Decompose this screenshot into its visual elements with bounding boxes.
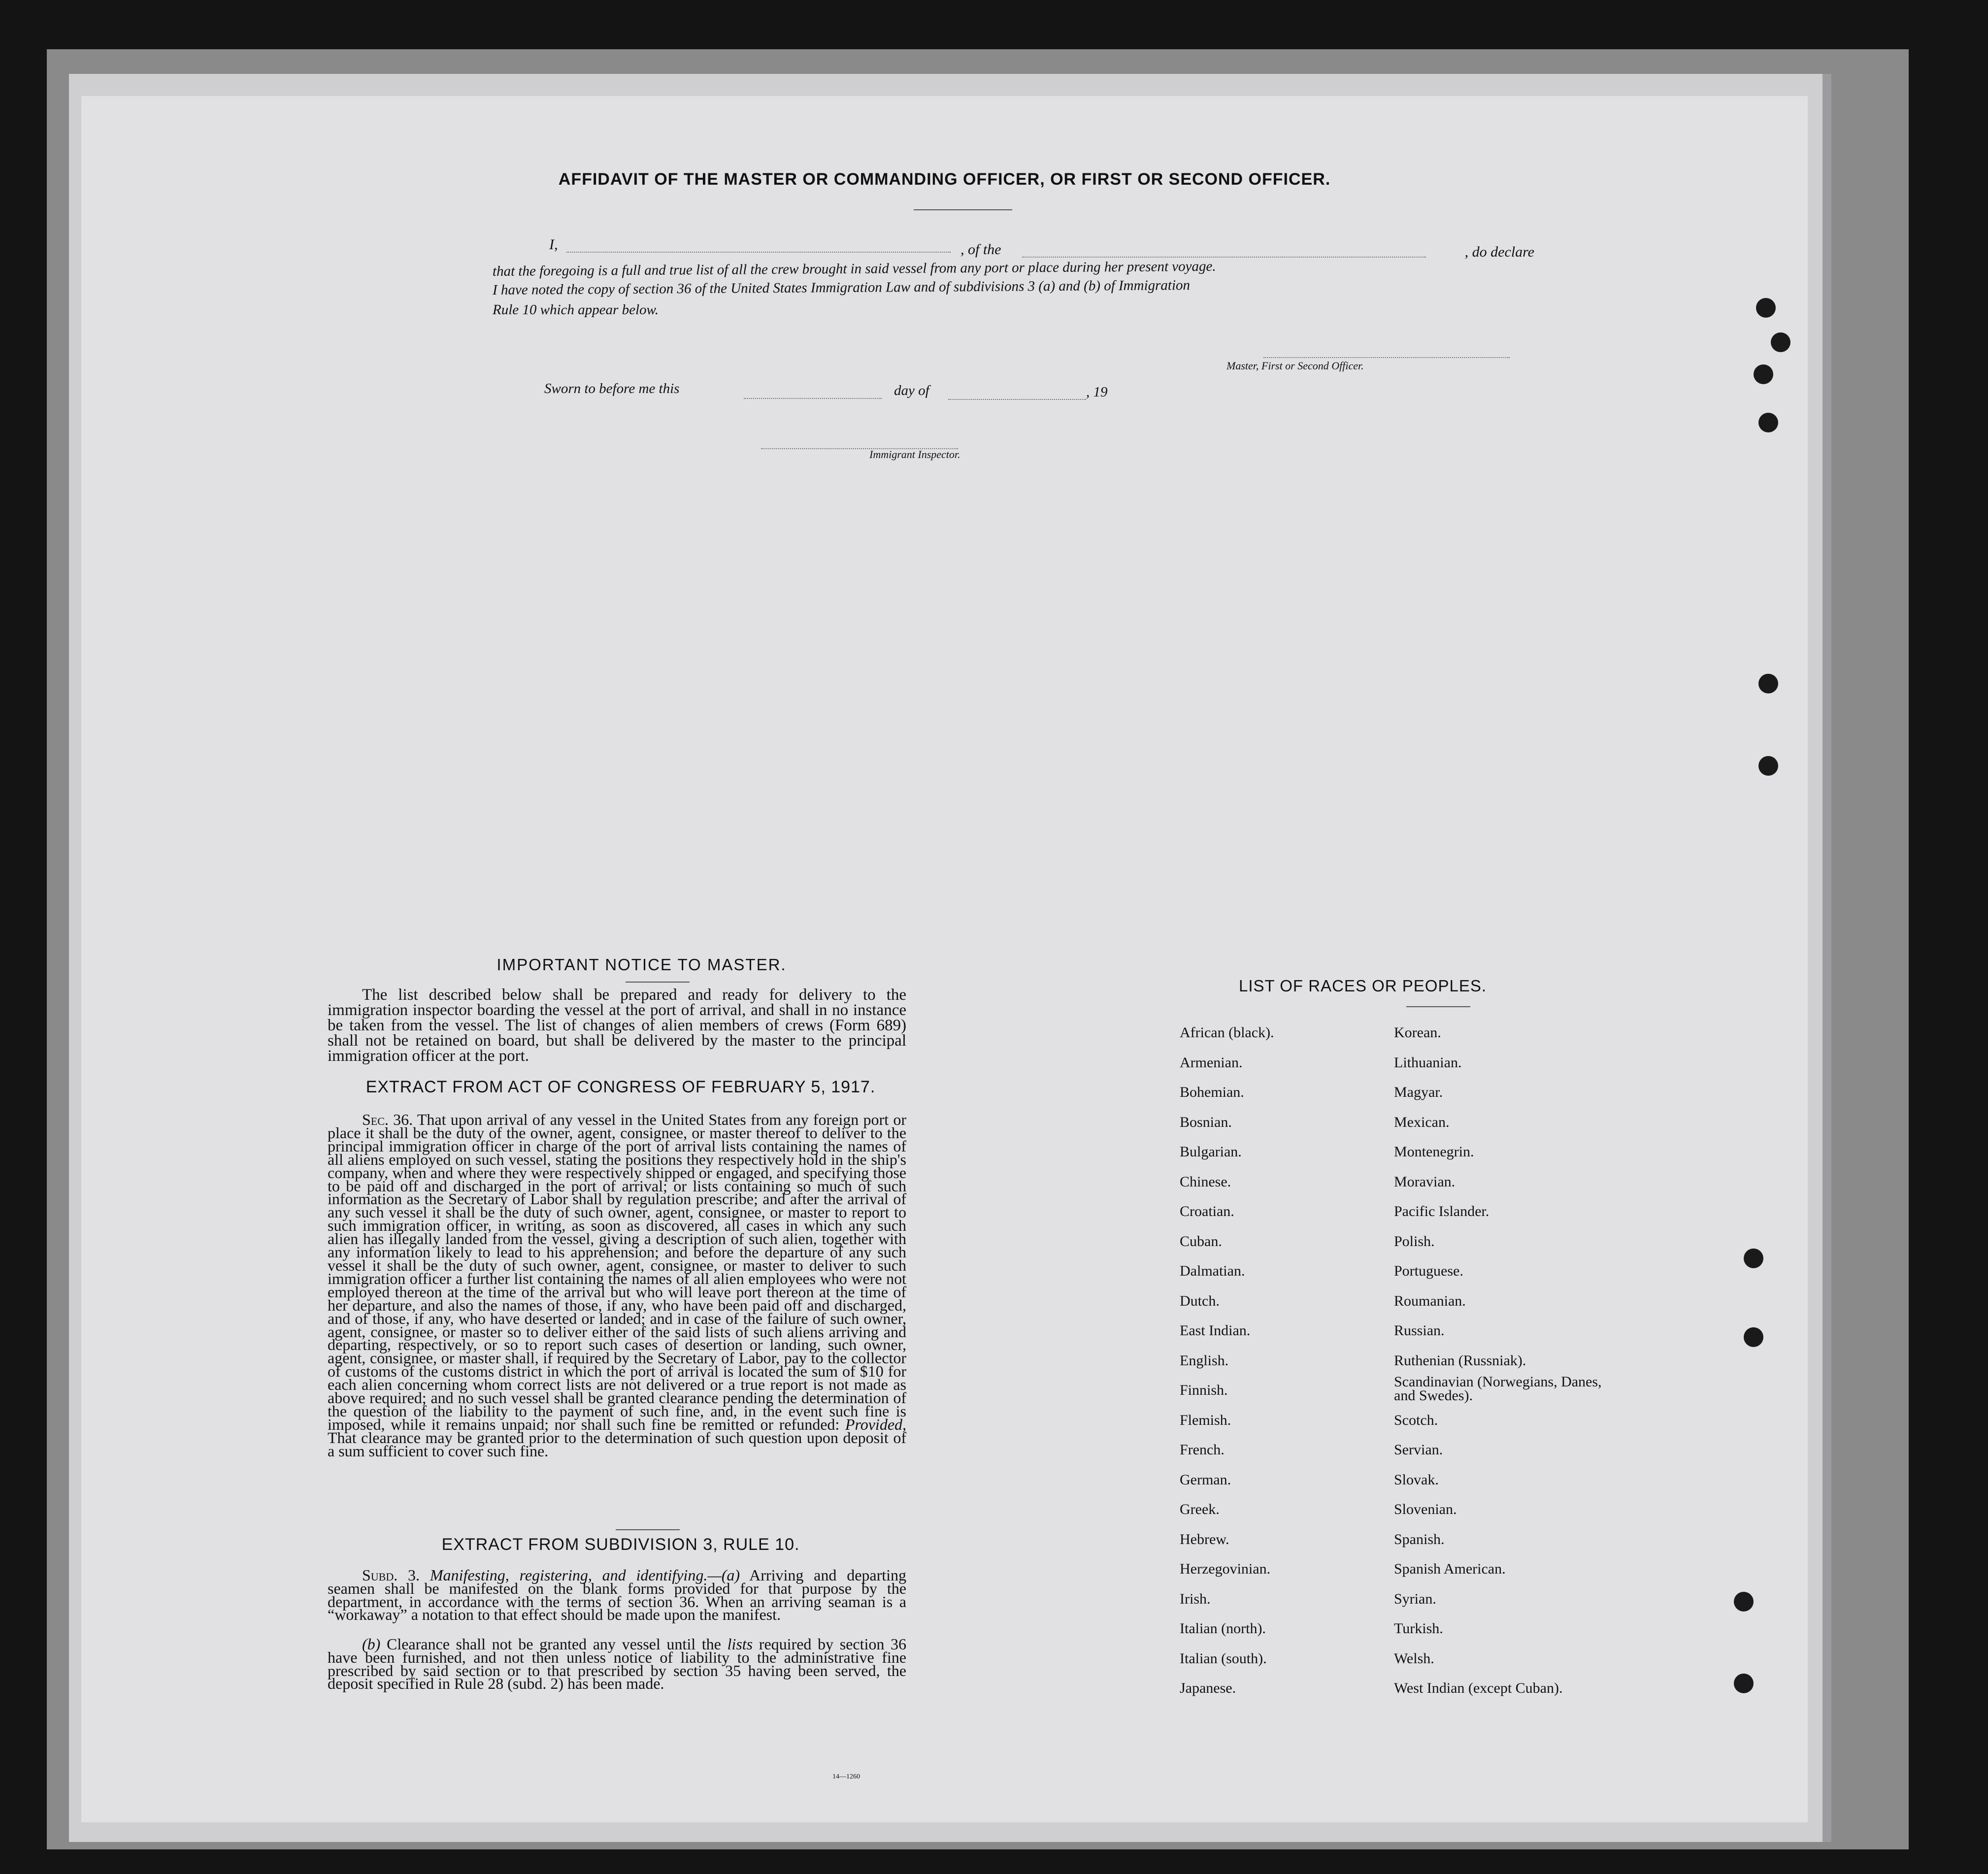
punch-hole bbox=[1734, 1674, 1754, 1693]
subd-3b-text-block bbox=[328, 1635, 907, 1693]
race-item: Finnish. bbox=[1180, 1382, 1228, 1398]
race-item: African (black). bbox=[1180, 1024, 1274, 1041]
section-36-text: That upon arrival of any vessel in the United States from any foreign port or place it shall be the duty of the owner, agent, consignee, or master thereof to deliver to the principal immigration officer in charge of the port of arrival lists containing the names of all aliens employed on such vessel, stating the positions they respectively hold in the ship's company, when and where they were respectively shipped or engaged, and specifying those to be paid off and discharged in the port of arrival; or lists containing so much of such information as the Secretary of Labor shall by regulation prescribe; and after the arrival of any such vessel it shall be the duty of such owner, agent, consignee, or master to report to such immigration officer, in writing, as soon as discovered, all cases in which any such alien has illegally landed from the vessel, giving a description of such alien, together with any information likely to lead to his apprehension; and before the departure of any such vessel it shall be the duty of such owner, agent, consignee, or master to deliver to such immigration officer a further list containing the names of all alien employees who were not employed thereon at the time of the arrival but who will leave port thereon at the time of her departure, and also the names of those, if any, who have been paid off and discharged, and of those, if any, who have deserted or landed; and in case of the failure of such owner, agent, consignee, or master so to deliver either of the said lists of such aliens arriving and departing, respectively, or so to report such cases of desertion or landing, such owner, agent, consignee, or master shall, if required by the Secretary of Labor, pay to the collector of customs of the customs district in which the port of arrival is located the sum of $10 for each alien concerning whom correct lists are not delivered or a true report is not made as above required; and no such vessel shall be granted clearance pending the determination of the question of the liability to the payment of such fine, and, in the event such fine is imposed, while it remains unpaid; nor shall such fine be remitted or refunded: bbox=[328, 1111, 906, 1433]
rule-heading: EXTRACT FROM SUBDIVISION 3, RULE 10. bbox=[441, 1535, 800, 1554]
races-heading: LIST OF RACES OR PEOPLES. bbox=[1239, 977, 1487, 995]
year-text: , 19 bbox=[1086, 384, 1108, 400]
affidavit-line-3: I have noted the copy of section 36 of the United States Immigration Law and of subdivisions 3 (a) and (b) of Immigration bbox=[492, 277, 1191, 298]
subd-b-label: (b) bbox=[362, 1635, 381, 1653]
race-item: Lithuanian. bbox=[1394, 1054, 1462, 1071]
affidavit-do-declare: , do declare bbox=[1464, 244, 1534, 260]
section-label: Sec. 36. bbox=[362, 1111, 413, 1128]
race-item: Irish. bbox=[1180, 1590, 1211, 1607]
race-item: Bohemian. bbox=[1180, 1084, 1244, 1100]
race-item: Slovak. bbox=[1394, 1471, 1439, 1488]
name-blank[interactable] bbox=[566, 252, 951, 253]
race-item: Mexican. bbox=[1394, 1114, 1450, 1130]
affidavit-line-4: Rule 10 which appear below. bbox=[493, 302, 659, 318]
race-item: Italian (north). bbox=[1180, 1620, 1266, 1637]
race-item: Magyar. bbox=[1394, 1084, 1443, 1100]
race-item: German. bbox=[1180, 1471, 1231, 1488]
race-item: Polish. bbox=[1394, 1233, 1435, 1249]
race-item: Scandinavian (Norwegians, Danes, and Swedes). bbox=[1394, 1374, 1602, 1404]
month-blank[interactable] bbox=[948, 399, 1086, 400]
race-item: Pacific Islander. bbox=[1394, 1203, 1490, 1219]
race-item: Greek. bbox=[1180, 1501, 1220, 1517]
race-item: English. bbox=[1180, 1352, 1229, 1369]
affidavit-title: AFFIDAVIT OF THE MASTER OR COMMANDING OFFICER, OR FIRST OR SECOND OFFICER. bbox=[558, 170, 1331, 189]
subd-label: Subd. 3. bbox=[362, 1566, 420, 1584]
affidavit-of-the: , of the bbox=[961, 241, 1001, 258]
form-number: 14—1260 bbox=[832, 1773, 860, 1780]
race-item: Servian. bbox=[1394, 1442, 1443, 1458]
race-item: Spanish. bbox=[1394, 1531, 1445, 1547]
subd-3b-text-2: required by section 36 have been furnished, and not then unless notice of liability to the administrative fine prescribed by said section or to that prescribed by section 35 having been served, the deposit specified in Rule 28 (subd. 2) has been made. bbox=[328, 1635, 907, 1693]
race-item: Dutch. bbox=[1180, 1292, 1220, 1309]
race-item: Portuguese. bbox=[1394, 1263, 1463, 1279]
race-item: French. bbox=[1180, 1442, 1225, 1458]
notice-heading: IMPORTANT NOTICE TO MASTER. bbox=[497, 955, 787, 974]
day-of-text: day of bbox=[894, 383, 929, 398]
race-item: West Indian (except Cuban). bbox=[1394, 1680, 1563, 1696]
title-divider bbox=[914, 209, 1012, 210]
race-item: Bulgarian. bbox=[1180, 1144, 1242, 1160]
race-item: Chinese. bbox=[1180, 1173, 1231, 1190]
race-item: Flemish. bbox=[1180, 1412, 1231, 1428]
punch-hole bbox=[1756, 298, 1776, 318]
punch-hole bbox=[1754, 364, 1773, 384]
race-item: Japanese. bbox=[1180, 1680, 1236, 1696]
master-caption: Master, First or Second Officer. bbox=[1226, 360, 1364, 372]
inspector-caption: Immigrant Inspector. bbox=[869, 448, 961, 460]
section-36-text-end: That clearance may be granted prior to the determination of such question upon deposit of a sum sufficient to cover such fine. bbox=[328, 1428, 906, 1460]
document-page bbox=[81, 96, 1808, 1822]
race-item: East Indian. bbox=[1180, 1322, 1251, 1339]
notice-divider bbox=[626, 982, 690, 983]
race-item: Roumanian. bbox=[1394, 1292, 1466, 1309]
rule-divider bbox=[616, 1529, 680, 1530]
punch-hole bbox=[1758, 413, 1778, 432]
race-item: Turkish. bbox=[1394, 1620, 1443, 1637]
race-item: Hebrew. bbox=[1180, 1531, 1229, 1547]
race-item: Korean. bbox=[1394, 1024, 1441, 1041]
races-divider bbox=[1406, 1006, 1470, 1007]
punch-hole bbox=[1758, 674, 1778, 693]
race-item: Syrian. bbox=[1394, 1590, 1436, 1607]
affidavit-line-2: that the foregoing is a full and true list of all the crew brought in said vessel from any port or place during her present voyage. bbox=[492, 258, 1216, 279]
act-text-block bbox=[328, 1113, 906, 1458]
punch-hole bbox=[1758, 756, 1778, 776]
race-item: Spanish American. bbox=[1394, 1561, 1506, 1577]
affidavit-i: I, bbox=[549, 236, 558, 253]
punch-hole bbox=[1744, 1249, 1763, 1268]
race-item: Welsh. bbox=[1394, 1650, 1434, 1667]
notice-text: The list described below shall be prepared and ready for delivery to the immigration inspector boarding the vessel at the port of arrival, and shall in no instance be taken from the vessel. The list of changes of alien members of crews (Form 689) shall not be retained on board, but shall be delivered by the master to the principal immigration officer at the port. bbox=[328, 986, 906, 1065]
race-item: Russian. bbox=[1394, 1322, 1445, 1339]
master-signature-blank[interactable] bbox=[1263, 357, 1510, 358]
act-heading: EXTRACT FROM ACT OF CONGRESS OF FEBRUARY 5, 1917. bbox=[365, 1078, 876, 1096]
race-item: Montenegrin. bbox=[1394, 1144, 1474, 1160]
race-item: Croatian. bbox=[1180, 1203, 1234, 1219]
race-item: Dalmatian. bbox=[1180, 1263, 1245, 1279]
race-item: Italian (south). bbox=[1180, 1650, 1267, 1667]
race-item: Bosnian. bbox=[1180, 1114, 1232, 1130]
sworn-day-blank[interactable] bbox=[744, 398, 882, 399]
subd-3b-text-1: Clearance shall not be granted any vessel until the bbox=[386, 1635, 721, 1653]
race-item: Herzegovinian. bbox=[1180, 1561, 1271, 1577]
punch-hole bbox=[1734, 1592, 1754, 1611]
race-item: Armenian. bbox=[1180, 1054, 1243, 1071]
race-item: Scotch. bbox=[1394, 1412, 1438, 1428]
subd-title: Manifesting, registering, and identifying.—(a) bbox=[430, 1566, 740, 1584]
subd-3a-text: Arriving and departing seamen shall be manifested on the blank forms provided for that purpose by the department, in accordance with the terms of section 36. When an arriving seaman is a “workaway” a notation to that effect should be made upon the manifest. bbox=[328, 1566, 907, 1624]
subd-3b-lists: lists bbox=[727, 1635, 753, 1653]
race-item: Slovenian. bbox=[1394, 1501, 1457, 1517]
sworn-text: Sworn to before me this bbox=[544, 381, 680, 396]
race-item: Cuban. bbox=[1180, 1233, 1222, 1249]
race-item: Ruthenian (Russniak). bbox=[1394, 1352, 1526, 1369]
punch-hole bbox=[1771, 332, 1790, 352]
race-item: Moravian. bbox=[1394, 1173, 1456, 1190]
provided-label: Provided, bbox=[845, 1415, 907, 1433]
subd-3a-text-block bbox=[328, 1566, 907, 1624]
punch-hole bbox=[1744, 1327, 1763, 1347]
